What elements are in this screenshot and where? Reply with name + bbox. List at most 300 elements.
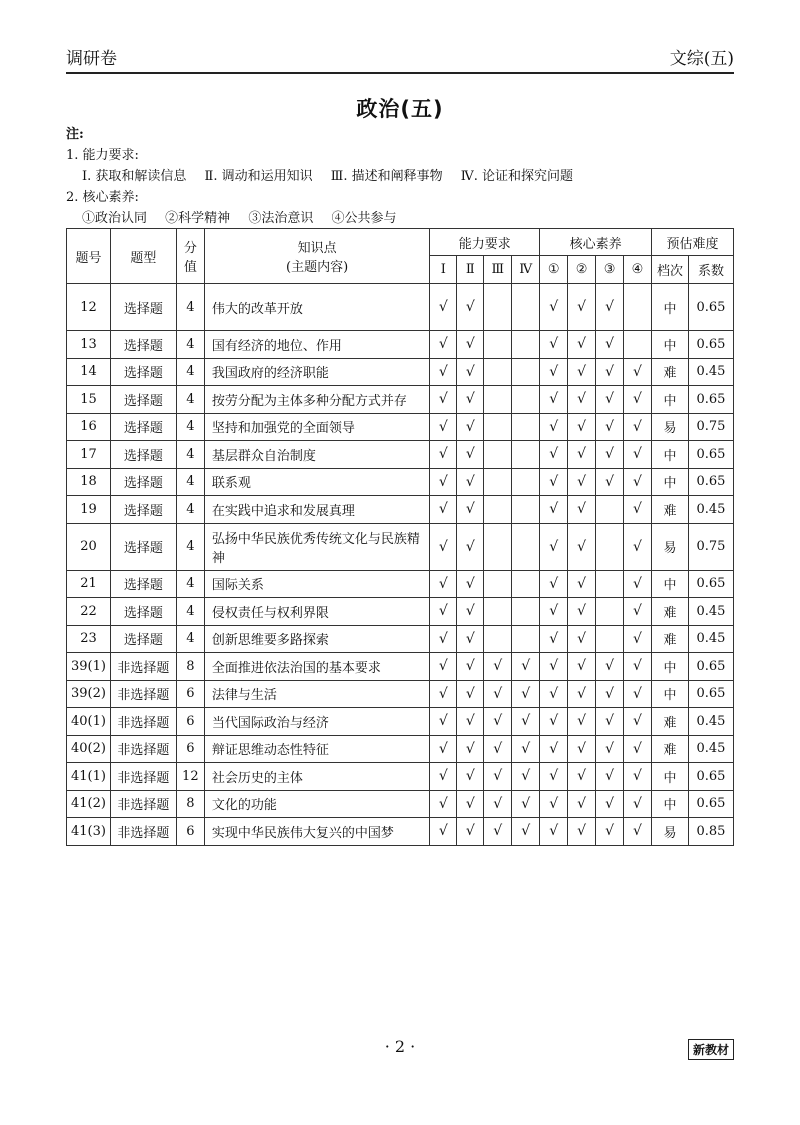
ability-item: Ⅰ. 获取和解读信息 [82,169,187,184]
cell-literacy-4: √ [624,625,652,653]
cell-ability-4 [512,523,540,570]
cell-topic: 创新思维要多路探索 [204,625,430,653]
header-l3: ③ [596,256,624,284]
literacy-item: ①政治认同 [82,211,148,226]
cell-number: 41(3) [67,818,111,846]
cell-ability-3 [484,331,512,359]
cell-level: 难 [651,708,688,736]
cell-ability-4: √ [512,735,540,763]
cell-number: 39(1) [67,653,111,681]
cell-literacy-1: √ [540,523,568,570]
cell-literacy-2: √ [568,284,596,331]
cell-score: 4 [176,496,204,524]
table-row [67,496,734,524]
cell-ability-1: √ [430,331,457,359]
cell-literacy-3: √ [596,284,624,331]
cell-literacy-4: √ [624,653,652,681]
cell-literacy-1: √ [540,496,568,524]
cell-score: 4 [176,358,204,386]
page-title: 政治(五) [356,97,444,121]
cell-literacy-2: √ [568,358,596,386]
cell-literacy-2: √ [568,790,596,818]
cell-coef: 0.65 [688,680,733,708]
cell-ability-2: √ [457,358,484,386]
cell-literacy-4: √ [624,386,652,414]
cell-ability-3: √ [484,735,512,763]
cell-ability-2: √ [457,441,484,469]
cell-score: 4 [176,413,204,441]
table-row [67,735,734,763]
cell-literacy-1: √ [540,441,568,469]
table-row [67,680,734,708]
header-topic: 知识点 (主题内容) [204,229,430,284]
cell-literacy-4: √ [624,818,652,846]
table-row [67,818,734,846]
cell-ability-1: √ [430,284,457,331]
cell-coef: 0.65 [688,468,733,496]
cell-literacy-2: √ [568,735,596,763]
cell-type: 非选择题 [110,708,176,736]
literacy-item: ②科学精神 [165,211,231,226]
header-a3: Ⅲ [484,256,512,284]
cell-literacy-4: √ [624,680,652,708]
cell-type: 选择题 [110,598,176,626]
cell-level: 难 [651,625,688,653]
cell-ability-2: √ [457,570,484,598]
cell-ability-4 [512,468,540,496]
cell-literacy-4: √ [624,790,652,818]
table-row [67,358,734,386]
table-row [67,468,734,496]
cell-level: 中 [651,653,688,681]
header-type: 题型 [110,229,176,284]
cell-ability-2: √ [457,413,484,441]
cell-literacy-1: √ [540,331,568,359]
literacy-item: ③法治意识 [248,211,314,226]
cell-ability-1: √ [430,570,457,598]
cell-ability-2: √ [457,386,484,414]
cell-score: 4 [176,386,204,414]
cell-type: 选择题 [110,331,176,359]
cell-ability-1: √ [430,818,457,846]
cell-literacy-1: √ [540,680,568,708]
cell-ability-3 [484,413,512,441]
cell-literacy-4: √ [624,441,652,469]
literacy-item: ④公共参与 [331,211,397,226]
cell-ability-1: √ [430,708,457,736]
cell-literacy-2: √ [568,441,596,469]
cell-literacy-4: √ [624,523,652,570]
cell-ability-3 [484,284,512,331]
cell-coef: 0.45 [688,598,733,626]
cell-topic: 按劳分配为主体多种分配方式并存 [204,386,430,414]
cell-type: 选择题 [110,570,176,598]
cell-ability-1: √ [430,680,457,708]
cell-literacy-3: √ [596,386,624,414]
cell-topic: 弘扬中华民族优秀传统文化与民族精神 [204,523,430,570]
cell-literacy-2: √ [568,818,596,846]
header-a1: Ⅰ [430,256,457,284]
cell-score: 4 [176,598,204,626]
cell-number: 40(1) [67,708,111,736]
cell-literacy-2: √ [568,468,596,496]
cell-coef: 0.65 [688,284,733,331]
cell-literacy-4: √ [624,358,652,386]
cell-number: 17 [67,441,111,469]
table-row [67,331,734,359]
notes-label: 注: [66,127,84,142]
cell-literacy-3 [596,496,624,524]
cell-coef: 0.65 [688,763,733,791]
cell-literacy-3 [596,598,624,626]
cell-ability-1: √ [430,523,457,570]
cell-ability-3 [484,358,512,386]
header-l4: ④ [624,256,652,284]
cell-literacy-1: √ [540,763,568,791]
cell-ability-3: √ [484,818,512,846]
cell-number: 40(2) [67,735,111,763]
cell-number: 23 [67,625,111,653]
cell-topic: 侵权责任与权利界限 [204,598,430,626]
cell-ability-1: √ [430,790,457,818]
cell-coef: 0.65 [688,790,733,818]
cell-number: 39(2) [67,680,111,708]
cell-level: 难 [651,598,688,626]
cell-literacy-1: √ [540,625,568,653]
header-l1: ① [540,256,568,284]
cell-ability-4 [512,570,540,598]
cell-ability-1: √ [430,763,457,791]
table-row [67,386,734,414]
cell-literacy-1: √ [540,708,568,736]
cell-number: 12 [67,284,111,331]
header-l2: ② [568,256,596,284]
cell-ability-2: √ [457,653,484,681]
cell-ability-3 [484,598,512,626]
cell-level: 中 [651,284,688,331]
cell-type: 选择题 [110,523,176,570]
table-row [67,763,734,791]
cell-literacy-1: √ [540,358,568,386]
cell-coef: 0.65 [688,570,733,598]
cell-score: 4 [176,625,204,653]
notes [66,124,573,229]
cell-literacy-2: √ [568,708,596,736]
cell-ability-1: √ [430,735,457,763]
cell-ability-4: √ [512,818,540,846]
cell-level: 难 [651,735,688,763]
cell-ability-4 [512,358,540,386]
cell-ability-1: √ [430,653,457,681]
cell-ability-3 [484,468,512,496]
cell-topic: 当代国际政治与经济 [204,708,430,736]
cell-score: 4 [176,570,204,598]
cell-literacy-3: √ [596,358,624,386]
cell-ability-2: √ [457,818,484,846]
cell-number: 41(2) [67,790,111,818]
cell-level: 中 [651,386,688,414]
cell-ability-3: √ [484,790,512,818]
cell-type: 非选择题 [110,653,176,681]
cell-literacy-3: √ [596,735,624,763]
cell-type: 选择题 [110,441,176,469]
cell-literacy-1: √ [540,468,568,496]
cell-coef: 0.75 [688,523,733,570]
ability-item: Ⅲ. 描述和阐释事物 [330,169,443,184]
cell-topic: 法律与生活 [204,680,430,708]
cell-literacy-1: √ [540,570,568,598]
cell-ability-4 [512,496,540,524]
cell-topic: 联系观 [204,468,430,496]
cell-coef: 0.45 [688,496,733,524]
header-difficulty: 预估难度 [651,229,733,256]
cell-literacy-2: √ [568,496,596,524]
table-row [67,413,734,441]
cell-topic: 坚持和加强党的全面领导 [204,413,430,441]
cell-ability-4: √ [512,653,540,681]
cell-ability-1: √ [430,496,457,524]
table-row [67,570,734,598]
cell-literacy-3: √ [596,680,624,708]
cell-type: 非选择题 [110,735,176,763]
table-row [67,284,734,331]
cell-ability-1: √ [430,386,457,414]
table-row [67,653,734,681]
cell-ability-3 [484,625,512,653]
cell-coef: 0.45 [688,625,733,653]
cell-ability-2: √ [457,598,484,626]
cell-type: 选择题 [110,625,176,653]
cell-literacy-4 [624,284,652,331]
cell-score: 6 [176,708,204,736]
cell-score: 4 [176,284,204,331]
cell-coef: 0.85 [688,818,733,846]
table-row [67,708,734,736]
cell-literacy-3: √ [596,331,624,359]
cell-ability-4 [512,625,540,653]
cell-literacy-1: √ [540,598,568,626]
cell-ability-4 [512,598,540,626]
cell-literacy-3 [596,625,624,653]
header-left: 调研卷 [66,49,117,69]
cell-number: 22 [67,598,111,626]
cell-literacy-2: √ [568,523,596,570]
cell-ability-2: √ [457,468,484,496]
cell-ability-2: √ [457,625,484,653]
cell-ability-1: √ [430,413,457,441]
cell-ability-2: √ [457,284,484,331]
cell-score: 4 [176,441,204,469]
header-number: 题号 [67,229,111,284]
cell-type: 选择题 [110,386,176,414]
cell-literacy-3: √ [596,818,624,846]
cell-number: 16 [67,413,111,441]
cell-literacy-4: √ [624,598,652,626]
cell-topic: 伟大的改革开放 [204,284,430,331]
cell-topic: 文化的功能 [204,790,430,818]
cell-ability-3: √ [484,763,512,791]
cell-topic: 国际关系 [204,570,430,598]
cell-number: 13 [67,331,111,359]
header-a2: Ⅱ [457,256,484,284]
cell-number: 18 [67,468,111,496]
ability-list [66,166,573,187]
cell-literacy-3: √ [596,790,624,818]
literacy-list [66,208,573,229]
cell-literacy-2: √ [568,413,596,441]
ability-item: Ⅱ. 调动和运用知识 [204,169,313,184]
header-level: 档次 [651,256,688,284]
cell-coef: 0.65 [688,653,733,681]
cell-number: 14 [67,358,111,386]
ability-heading: 1. 能力要求: [66,148,139,163]
cell-ability-2: √ [457,496,484,524]
header-ability: 能力要求 [430,229,540,256]
page-header [66,44,734,74]
cell-literacy-4: √ [624,763,652,791]
cell-ability-3 [484,570,512,598]
cell-topic: 在实践中追求和发展真理 [204,496,430,524]
cell-literacy-1: √ [540,284,568,331]
cell-topic: 社会历史的主体 [204,763,430,791]
page-number: · 2 · [384,1037,416,1056]
cell-coef: 0.45 [688,708,733,736]
cell-ability-3: √ [484,653,512,681]
cell-coef: 0.65 [688,386,733,414]
ability-item: Ⅳ. 论证和探究问题 [460,169,574,184]
cell-ability-4: √ [512,680,540,708]
spec-table [66,228,734,846]
cell-ability-1: √ [430,441,457,469]
cell-score: 8 [176,653,204,681]
cell-ability-2: √ [457,331,484,359]
cell-literacy-2: √ [568,331,596,359]
cell-ability-1: √ [430,598,457,626]
edition-badge: 新教材 [688,1039,734,1060]
table-row [67,441,734,469]
header-score: 分 值 [176,229,204,284]
cell-topic: 实现中华民族伟大复兴的中国梦 [204,818,430,846]
header-a4: Ⅳ [512,256,540,284]
cell-literacy-1: √ [540,790,568,818]
header-right: 文综(五) [669,49,734,69]
cell-coef: 0.45 [688,735,733,763]
cell-literacy-3: √ [596,653,624,681]
cell-literacy-2: √ [568,680,596,708]
cell-literacy-4: √ [624,413,652,441]
cell-coef: 0.75 [688,413,733,441]
cell-ability-2: √ [457,680,484,708]
cell-score: 8 [176,790,204,818]
cell-literacy-4: √ [624,496,652,524]
cell-ability-2: √ [457,790,484,818]
cell-ability-4: √ [512,763,540,791]
table-row [67,790,734,818]
cell-score: 6 [176,735,204,763]
cell-level: 中 [651,680,688,708]
cell-ability-3: √ [484,708,512,736]
cell-literacy-2: √ [568,386,596,414]
cell-literacy-4: √ [624,570,652,598]
cell-ability-3 [484,441,512,469]
cell-topic: 国有经济的地位、作用 [204,331,430,359]
cell-score: 12 [176,763,204,791]
cell-literacy-1: √ [540,653,568,681]
cell-literacy-1: √ [540,818,568,846]
cell-level: 易 [651,413,688,441]
cell-literacy-2: √ [568,625,596,653]
cell-ability-4: √ [512,708,540,736]
cell-level: 中 [651,570,688,598]
cell-level: 难 [651,358,688,386]
cell-literacy-3: √ [596,468,624,496]
cell-type: 选择题 [110,358,176,386]
cell-literacy-1: √ [540,735,568,763]
cell-literacy-3: √ [596,413,624,441]
cell-ability-1: √ [430,625,457,653]
table-row [67,523,734,570]
cell-literacy-2: √ [568,598,596,626]
cell-type: 非选择题 [110,790,176,818]
cell-topic: 全面推进依法治国的基本要求 [204,653,430,681]
cell-coef: 0.45 [688,358,733,386]
cell-number: 15 [67,386,111,414]
cell-literacy-3 [596,523,624,570]
header-coef: 系数 [688,256,733,284]
cell-literacy-2: √ [568,570,596,598]
cell-level: 易 [651,818,688,846]
cell-ability-3 [484,386,512,414]
cell-coef: 0.65 [688,331,733,359]
cell-literacy-4: √ [624,708,652,736]
cell-literacy-3: √ [596,441,624,469]
cell-ability-4 [512,441,540,469]
cell-number: 41(1) [67,763,111,791]
cell-number: 20 [67,523,111,570]
cell-topic: 我国政府的经济职能 [204,358,430,386]
cell-type: 非选择题 [110,763,176,791]
cell-score: 4 [176,523,204,570]
cell-type: 选择题 [110,284,176,331]
cell-type: 选择题 [110,468,176,496]
literacy-heading: 2. 核心素养: [66,190,139,205]
cell-literacy-3: √ [596,708,624,736]
cell-literacy-1: √ [540,413,568,441]
cell-topic: 辩证思维动态性特征 [204,735,430,763]
cell-ability-2: √ [457,763,484,791]
cell-level: 难 [651,496,688,524]
cell-literacy-2: √ [568,763,596,791]
cell-ability-4: √ [512,790,540,818]
cell-ability-3: √ [484,680,512,708]
cell-number: 19 [67,496,111,524]
cell-ability-3 [484,523,512,570]
cell-ability-4 [512,413,540,441]
cell-type: 非选择题 [110,818,176,846]
cell-type: 选择题 [110,413,176,441]
cell-level: 易 [651,523,688,570]
cell-ability-4 [512,284,540,331]
cell-score: 6 [176,818,204,846]
cell-ability-2: √ [457,708,484,736]
cell-level: 中 [651,468,688,496]
cell-type: 非选择题 [110,680,176,708]
cell-level: 中 [651,441,688,469]
table-row [67,598,734,626]
cell-score: 4 [176,468,204,496]
cell-type: 选择题 [110,496,176,524]
cell-literacy-3: √ [596,763,624,791]
